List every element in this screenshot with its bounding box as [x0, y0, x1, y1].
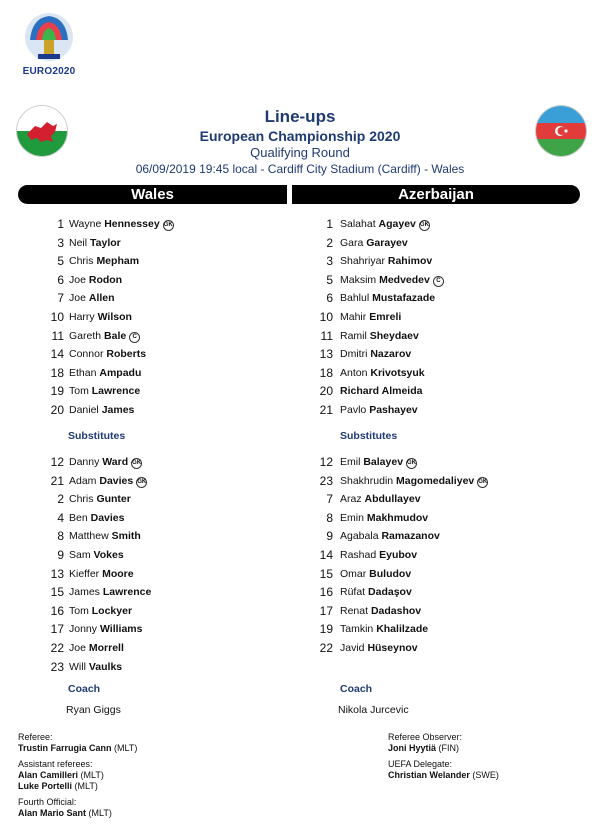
page-title: Line-ups — [264, 107, 336, 126]
goalkeeper-icon: GK — [163, 220, 174, 231]
trophy-icon — [18, 10, 80, 66]
home-subs-player-row — [0, 658, 600, 676]
player-last-name: Pashayev — [369, 404, 418, 416]
player-first-name: Jonny — [69, 623, 98, 636]
goalkeeper-icon: GK — [477, 477, 488, 488]
shirt-number: 14 — [50, 347, 64, 362]
logo-text: EURO2020 — [22, 66, 76, 77]
player-last-name: Lawrence — [102, 586, 152, 599]
player-last-name: Allen — [88, 292, 115, 305]
fourth-name: Alan Mario Sant — [18, 808, 87, 818]
away-subs-player-row — [0, 509, 600, 527]
player-last-name: Hennessey — [104, 218, 160, 230]
shirt-number: 18 — [319, 365, 333, 380]
player-last-name: Makhmudov — [366, 511, 429, 524]
player-last-name: Medvedev — [379, 273, 430, 286]
player-name — [340, 620, 428, 638]
shirt-number: 16 — [50, 603, 64, 618]
player-last-name: Morrell — [88, 642, 124, 654]
away-team-bar: Azerbaijan — [292, 185, 580, 204]
player-name — [340, 382, 422, 400]
player-first-name: Matthew — [69, 530, 109, 543]
shirt-number: 9 — [326, 529, 333, 544]
away-subs-player-row — [0, 546, 600, 564]
player-last-name: Buludov — [369, 567, 412, 580]
player-first-name: Araz — [340, 493, 362, 506]
observer-nat: (FIN) — [438, 743, 460, 753]
referee-observer-block — [388, 732, 462, 754]
shirt-number: 11 — [320, 328, 333, 343]
shirt-number: 22 — [319, 641, 333, 655]
player-last-name: Vokes — [93, 549, 124, 561]
player-first-name: Emil — [340, 456, 361, 468]
shirt-number: 13 — [319, 347, 333, 362]
player-first-name: Tom — [69, 604, 89, 617]
player-first-name: Tom — [69, 385, 89, 398]
fourth-official-block — [18, 797, 112, 819]
player-first-name: Rashad — [340, 549, 377, 561]
shirt-number: 3 — [326, 254, 333, 269]
shirt-number: 20 — [50, 403, 64, 417]
player-name — [340, 308, 401, 326]
player-last-name: Ward — [102, 456, 129, 468]
shirt-number: 21 — [50, 473, 64, 488]
away-coach-heading: Coach — [340, 683, 373, 695]
player-last-name: Mepham — [96, 255, 140, 268]
referee-label: Referee: — [18, 732, 53, 742]
player-name — [340, 490, 421, 508]
shirt-number: 23 — [50, 659, 64, 674]
shirt-number: 5 — [57, 254, 64, 269]
round-name: Qualifying Round — [250, 145, 350, 160]
player-first-name: Adam — [69, 474, 97, 487]
referee-block — [18, 732, 137, 754]
player-name — [340, 602, 421, 620]
player-first-name: Joe — [69, 292, 86, 305]
away-starters-player-row — [0, 308, 600, 326]
shirt-number: 8 — [57, 529, 64, 544]
shirt-number: 21 — [319, 403, 333, 417]
away-starters-player-row — [0, 327, 600, 345]
shirt-number: 15 — [319, 566, 333, 581]
shirt-number: 1 — [326, 217, 333, 231]
player-last-name: Bale — [104, 329, 127, 342]
player-last-name: Moore — [102, 567, 134, 580]
player-first-name: Agabala — [340, 530, 379, 543]
shirt-number: 3 — [57, 235, 64, 250]
player-last-name: Richard Almeida — [340, 385, 423, 398]
player-first-name: Ramil — [340, 329, 367, 342]
observer-name: Joni Hyytiä — [388, 743, 437, 753]
player-first-name: Gareth — [69, 329, 102, 342]
player-last-name: Ampadu — [99, 366, 142, 379]
shirt-number: 19 — [319, 622, 333, 637]
player-last-name: Mustafazade — [372, 292, 436, 305]
player-name — [340, 289, 435, 307]
player-first-name: Omar — [340, 567, 367, 580]
delegate-label: UEFA Delegate: — [388, 759, 453, 769]
shirt-number: 5 — [326, 272, 333, 287]
match-info: 06/09/2019 19:45 local - Cardiff City Stadium (Cardiff) - Wales — [135, 162, 465, 176]
player-last-name: Krivotsyuk — [370, 366, 425, 379]
away-subs-player-row — [0, 490, 600, 508]
player-first-name: Ethan — [69, 366, 97, 379]
shirt-number: 10 — [50, 310, 64, 324]
player-name — [340, 364, 425, 382]
player-name — [340, 565, 411, 583]
away-substitutes-heading: Substitutes — [340, 430, 398, 442]
player-first-name: Harry — [69, 311, 95, 323]
player-first-name: Bahlul — [340, 292, 370, 305]
shirt-number: 15 — [50, 585, 64, 600]
shirt-number: 8 — [326, 510, 333, 525]
shirt-number: 7 — [326, 492, 333, 507]
shirt-number: 17 — [50, 622, 64, 637]
player-last-name: Eyubov — [379, 549, 418, 561]
away-subs-player-row — [0, 565, 600, 583]
shirt-number: 13 — [50, 566, 64, 581]
player-first-name: Connor — [69, 348, 104, 361]
player-last-name: Wilson — [97, 311, 132, 323]
away-starters-player-row — [0, 215, 600, 233]
shirt-number: 22 — [50, 641, 64, 655]
shirt-number: 4 — [57, 510, 64, 525]
player-last-name: Ramazanov — [381, 530, 440, 543]
player-name — [340, 271, 444, 289]
delegate-name: Christian Welander — [388, 770, 470, 780]
player-first-name: Maksim — [340, 273, 377, 286]
player-first-name: Joe — [69, 273, 86, 286]
player-last-name: Dadaşov — [368, 586, 412, 599]
player-name — [340, 252, 432, 270]
player-last-name: Williams — [99, 623, 143, 636]
player-last-name: Dadashov — [370, 604, 422, 617]
away-starters-player-row — [0, 271, 600, 289]
away-subs-player-row — [0, 527, 600, 545]
player-last-name: Garayev — [366, 236, 408, 249]
home-coach-name: Ryan Giggs — [66, 704, 121, 716]
home-substitutes-heading: Substitutes — [68, 430, 126, 442]
shirt-number: 14 — [319, 548, 333, 562]
player-name — [340, 639, 418, 657]
shirt-number: 1 — [57, 217, 64, 231]
delegate-nat: (SWE) — [472, 770, 499, 780]
shirt-number: 16 — [319, 585, 333, 600]
player-first-name: Neil — [69, 236, 88, 249]
player-first-name: Anton — [340, 366, 368, 379]
player-last-name: Hüseynov — [367, 642, 418, 654]
player-first-name: Daniel — [69, 404, 99, 416]
player-name — [340, 509, 428, 527]
away-subs-player-row — [0, 602, 600, 620]
observer-label: Referee Observer: — [388, 732, 463, 742]
player-last-name: Emreli — [369, 311, 402, 323]
player-first-name: Mahir — [340, 311, 367, 323]
away-starters-player-row — [0, 401, 600, 419]
euro2020-logo — [18, 10, 80, 80]
uefa-delegate-block — [388, 759, 499, 781]
shirt-number: 20 — [319, 384, 333, 399]
player-last-name: Davies — [90, 511, 125, 524]
away-starters-player-row — [0, 289, 600, 307]
player-last-name: Khalilzade — [376, 623, 429, 636]
player-first-name: Tamkin — [340, 623, 374, 636]
player-name — [340, 527, 440, 545]
player-first-name: Joe — [69, 642, 86, 654]
away-starters-player-row — [0, 234, 600, 252]
shirt-number: 17 — [319, 603, 333, 618]
player-last-name: Abdullayev — [364, 493, 421, 506]
player-name — [340, 583, 412, 601]
assistant2-nat: (MLT) — [74, 781, 98, 791]
fourth-label: Fourth Official: — [18, 797, 77, 807]
player-first-name: Renat — [340, 604, 369, 617]
away-subs-player-row — [0, 639, 600, 657]
player-first-name: Pavlo — [340, 404, 367, 416]
shirt-number: 2 — [57, 492, 64, 507]
away-starters-player-row — [0, 364, 600, 382]
shirt-number: 10 — [319, 310, 333, 324]
player-first-name: Wayne — [69, 218, 102, 230]
competition-name: European Championship 2020 — [199, 128, 401, 144]
player-last-name: Taylor — [90, 236, 121, 249]
goalkeeper-icon: GK — [406, 458, 417, 469]
player-first-name: Emin — [340, 511, 364, 524]
player-first-name: Kieffer — [69, 567, 100, 580]
player-name — [340, 215, 430, 233]
player-name — [340, 546, 417, 564]
goalkeeper-icon: GK — [136, 477, 147, 488]
shirt-number: 11 — [51, 328, 64, 343]
player-first-name: Javid — [340, 642, 365, 654]
player-name — [340, 234, 408, 252]
player-last-name: Nazarov — [370, 348, 412, 361]
player-last-name: Gunter — [96, 493, 131, 506]
player-last-name: Rahimov — [387, 255, 433, 268]
player-last-name: Lawrence — [91, 385, 141, 398]
player-name — [340, 327, 419, 345]
shirt-number: 19 — [50, 384, 64, 399]
player-first-name: Will — [69, 660, 86, 673]
player-name — [69, 658, 122, 676]
shirt-number: 9 — [57, 548, 64, 562]
away-starters-player-row — [0, 345, 600, 363]
player-last-name: Lockyer — [91, 604, 133, 617]
shirt-number: 6 — [326, 291, 333, 306]
captain-icon: C — [433, 276, 444, 287]
player-last-name: Smith — [111, 530, 141, 543]
player-first-name: Gara — [340, 236, 364, 249]
goalkeeper-icon: GK — [131, 458, 142, 469]
captain-icon: C — [129, 332, 140, 343]
player-last-name: Sheydaev — [369, 329, 419, 342]
player-last-name: Agayev — [378, 218, 416, 230]
shirt-number: 7 — [57, 291, 64, 306]
shirt-number: 12 — [319, 455, 333, 469]
player-name — [340, 401, 418, 419]
player-first-name: Shakhrudin — [340, 474, 394, 487]
player-last-name: Magomedaliyev — [396, 474, 475, 487]
away-subs-player-row — [0, 472, 600, 490]
player-first-name: Shahriyar — [340, 255, 385, 268]
shirt-number: 2 — [326, 235, 333, 250]
home-coach-heading: Coach — [68, 683, 101, 695]
player-first-name: Rüfat — [340, 586, 366, 599]
away-starters-player-row — [0, 382, 600, 400]
assistants-label: Assistant referees: — [18, 759, 93, 769]
shirt-number: 18 — [50, 365, 64, 380]
player-first-name: Sam — [69, 549, 91, 561]
goalkeeper-icon: GK — [419, 220, 430, 231]
player-first-name: James — [69, 586, 100, 599]
assistant-referees-block — [18, 759, 104, 792]
player-first-name: Dmitri — [340, 348, 368, 361]
player-last-name: Rodon — [88, 273, 123, 286]
away-starters-player-row — [0, 252, 600, 270]
player-last-name: Balayev — [363, 456, 404, 468]
player-first-name: Salahat — [340, 218, 376, 230]
player-last-name: James — [101, 404, 135, 416]
away-subs-player-row — [0, 620, 600, 638]
referee-name: Trustin Farrugia Cann — [18, 743, 112, 753]
away-subs-player-row — [0, 583, 600, 601]
referee-nat: (MLT) — [114, 743, 138, 753]
player-last-name: Roberts — [106, 348, 147, 361]
away-subs-player-row — [0, 453, 600, 471]
home-team-bar: Wales — [18, 185, 287, 204]
assistant1-nat: (MLT) — [80, 770, 104, 780]
player-last-name: Vaulks — [88, 660, 123, 673]
shirt-number: 6 — [57, 272, 64, 287]
player-name — [340, 345, 411, 363]
shirt-number: 12 — [50, 455, 64, 469]
away-coach-name: Nikola Jurcevic — [338, 704, 409, 716]
shirt-number: 23 — [319, 473, 333, 488]
fourth-nat: (MLT) — [88, 808, 112, 818]
player-first-name: Chris — [69, 493, 94, 506]
player-name — [340, 472, 488, 490]
player-first-name: Chris — [69, 255, 94, 268]
match-header — [0, 106, 600, 177]
player-first-name: Danny — [69, 456, 100, 468]
player-first-name: Ben — [69, 511, 88, 524]
player-name — [340, 453, 417, 471]
assistant1-name: Alan Camilleri — [18, 770, 79, 780]
assistant2-name: Luke Portelli — [18, 781, 73, 791]
player-last-name: Davies — [99, 474, 134, 487]
